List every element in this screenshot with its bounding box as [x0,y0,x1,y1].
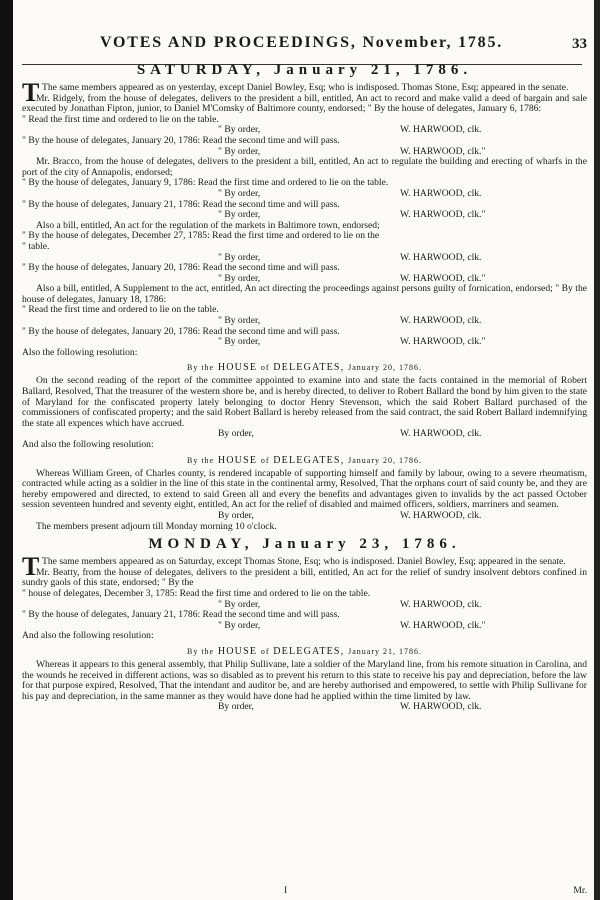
saturday-para-3b: " By the house of delegates, December 27, 1785: Read the first time and ordered to lie on the [22,230,380,242]
saturday-para-7: And also the following resolution: [22,439,154,450]
res-house: HOUSE [217,645,258,657]
res-delegates: DELEGATES, [273,454,345,466]
res-by: By the [187,363,215,373]
saturday-para-1b: " Read the first time and ordered to lie on the table. [22,113,219,125]
saturday-para-3: Also a bill, entitled, An act for the regulation of the markets in Baltimore town, endorsed; [36,219,380,231]
signature-line [22,210,587,221]
res-of: of [260,646,270,656]
clerk-signature: W. HARWOOD, clk. [400,598,482,610]
drop-cap: T [22,552,40,582]
resolution-heading [22,455,587,466]
saturday-para-6: On the second reading of the report of the committee appointed to examine into and state the facts contained in the memorial of Robert Ballard, Resolved, That the treasurer of the western shore be, and is hereby directed, to deliver to Robert Ballard the bond by him given to the state of Maryland for the confiscated property lately belonging to doctor Henry Stevenson, which the said Robert Ballard purchased of the commissioners of confiscated property; and the said Robert Ballard is hereby released from the said contract, the said Robert Ballard indemnifying the state all expences which have accrued. [22,375,587,429]
by-order: " By order, [218,124,261,136]
signature-line [22,429,587,440]
saturday-para-1: Mr. Ridgely, from the house of delegates, delivers to the president a bill, entitled, An act to record and make valid a deed of bargain and sale executed by Jonathan Fipton, junior, to Daniel M'Comsky of Baltimore county, endorsed; " By the house of delegates, January 6, 1786: [22,92,587,115]
signature-line [22,600,587,611]
by-order: " By order, [218,209,261,221]
saturday-para-8: Whereas William Green, of Charles county, is rendered incapable of supporting himself and family by labour, owing to a severe rheumatism, contracted while acting as a soldier in the line of this state in the continental army, Resolved, That the orphans court of said county be, and they are hereby empowered and directed, to extend to said Green all and every the benefits and advantages given to invalids by the act passed October session seventeen hundred and seventy eight, entitled, An act for the relief of disabled and maimed officers, soldiers, marriners and seamen. [22,467,587,511]
monday-para-2: And also the following resolution: [22,630,154,642]
res-by: By the [187,646,215,656]
res-house: HOUSE [217,362,258,374]
res-of: of [260,455,270,465]
adjournment: The members present adjourn till Monday morning 10 o'clock. [36,520,277,532]
monday-para-1: Mr. Beatty, from the house of delegates, delivers to the president a bill, entitled, An act for the relief of sundry insolvent debtors confined in sundry gaols of this state, endorsed; " By the [22,566,587,589]
saturday-para-1c: " By the house of delegates, January 20, 1786: Read the second time and will pass. [22,134,340,146]
monday-heading: MONDAY, January 23, 1786. [148,536,461,553]
saturday-opening-text: The same members appeared as on yesterday, except Daniel Bowley, Esq; who is indisposed. Thomas Stone, Esq; appeared in the senate. [42,82,569,93]
clerk-signature: W. HARWOOD, clk." [400,619,486,631]
clerk-signature: W. HARWOOD, clk." [400,145,486,157]
by-order: By order, [218,701,254,713]
saturday-para-2b: " By the house of delegates, January 9, 1786: Read the first time and ordered to lie on the table. [22,177,389,189]
clerk-signature: W. HARWOOD, clk. [400,251,482,263]
running-title: VOTES AND PROCEEDINGS, November, 1785. [100,34,504,51]
saturday-heading: SATURDAY, January 21, 1786. [136,62,473,78]
clerk-signature: W. HARWOOD, clk. [400,701,482,713]
saturday-para-3b2: " table. [22,240,50,252]
saturday-para-4b: " Read the first time and ordered to lie on the table. [22,304,219,316]
resolution-heading [22,362,587,373]
monday-para-3: Whereas it appears to this general assembly, that Philip Sullivane, late a soldier of the Maryland line, from his remote situation in Carolina, and the wounds he received in different actions, was so disabled as to prevent his return to this state to receive his pay and depreciation, before the law for that purpose expired, Resolved, That the intendant and auditor be, and are hereby authorised and empowered, to settle with Philip Sullivane for his pay and depreciation, in the same manner as they would have done had he applied within the time limited by law. [22,658,587,702]
saturday-para-2: Mr. Bracco, from the house of delegates, delivers to the president a bill, entitled, An act to regulate the building and erecting of wharfs in the port of the city of Annapolis, endorsed; [22,156,587,178]
signature-line [22,337,587,348]
monday-para-1c: " By the house of delegates, January 21, 1786: Read the second time and will pass. [22,609,340,621]
by-order: " By order, [218,598,261,610]
res-date: January 20, 1786. [348,363,422,373]
by-order: By order, [218,428,254,440]
res-by: By the [187,455,215,465]
catchword: Mr. [573,885,587,896]
page-content [22,34,587,713]
running-head [22,34,587,58]
by-order: " By order, [218,187,261,199]
res-date: January 20, 1786. [348,455,422,465]
drop-cap: T [22,78,40,107]
signature-line [22,621,587,632]
res-house: HOUSE [217,454,258,466]
res-delegates: DELEGATES, [273,645,345,657]
by-order: " By order, [218,145,261,157]
signature-line [22,511,587,522]
clerk-signature: W. HARWOOD, clk. [400,315,482,327]
by-order: By order, [218,509,254,521]
res-of: of [260,363,270,373]
clerk-signature: W. HARWOOD, clk. [400,428,482,440]
by-order: " By order, [218,619,261,631]
saturday-para-4c: " By the house of delegates, January 20, 1786: Read the second time and will pass. [22,325,340,337]
monday-para-1b: " house of delegates, December 3, 1785: Read the first time and ordered to lie on the table. [22,587,371,599]
clerk-signature: W. HARWOOD, clk. [400,509,482,521]
signature-line [22,189,587,200]
clerk-signature: W. HARWOOD, clk." [400,209,486,221]
by-order: " By order, [218,272,261,284]
res-delegates: DELEGATES, [273,362,345,374]
res-date: January 21, 1786. [348,646,422,656]
clerk-signature: W. HARWOOD, clk." [400,272,486,284]
scan-edge-right [594,0,600,900]
resolution-heading [22,646,587,657]
signature-line [22,147,587,158]
saturday-para-2c: " By the house of delegates, January 21, 1786: Read the second time and will pass. [22,198,340,210]
saturday-para-5: Also the following resolution: [22,346,138,358]
page-number: 33 [572,36,587,52]
by-order: " By order, [218,251,261,263]
clerk-signature: W. HARWOOD, clk." [400,336,486,348]
signature-line [22,253,587,264]
signature-line [22,125,587,136]
saturday-para-4: Also a bill, entitled, A Supplement to the act, entitled, An act directing the proceedings against persons guilty of fornication, endorsed; " By the house of delegates, January 18, 1786: [22,283,587,305]
signature-mark: I [284,885,288,896]
signature-line [22,316,587,327]
saturday-para-3c: " By the house of delegates, January 20, 1786: Read the second time and will pass. [22,262,340,274]
signature-line [22,702,587,713]
by-order: " By order, [218,315,261,327]
clerk-signature: W. HARWOOD, clk. [400,187,482,199]
scan-edge-left [0,0,13,900]
page-footer [22,885,587,897]
clerk-signature: W. HARWOOD, clk. [400,124,482,136]
by-order: " By order, [218,336,261,348]
signature-line [22,274,587,285]
monday-opening-text: The same members appeared as on Saturday, except Thomas Stone, Esq; who is indisposed. Daniel Bowley, Esq; appeared in the senate. [42,556,566,568]
